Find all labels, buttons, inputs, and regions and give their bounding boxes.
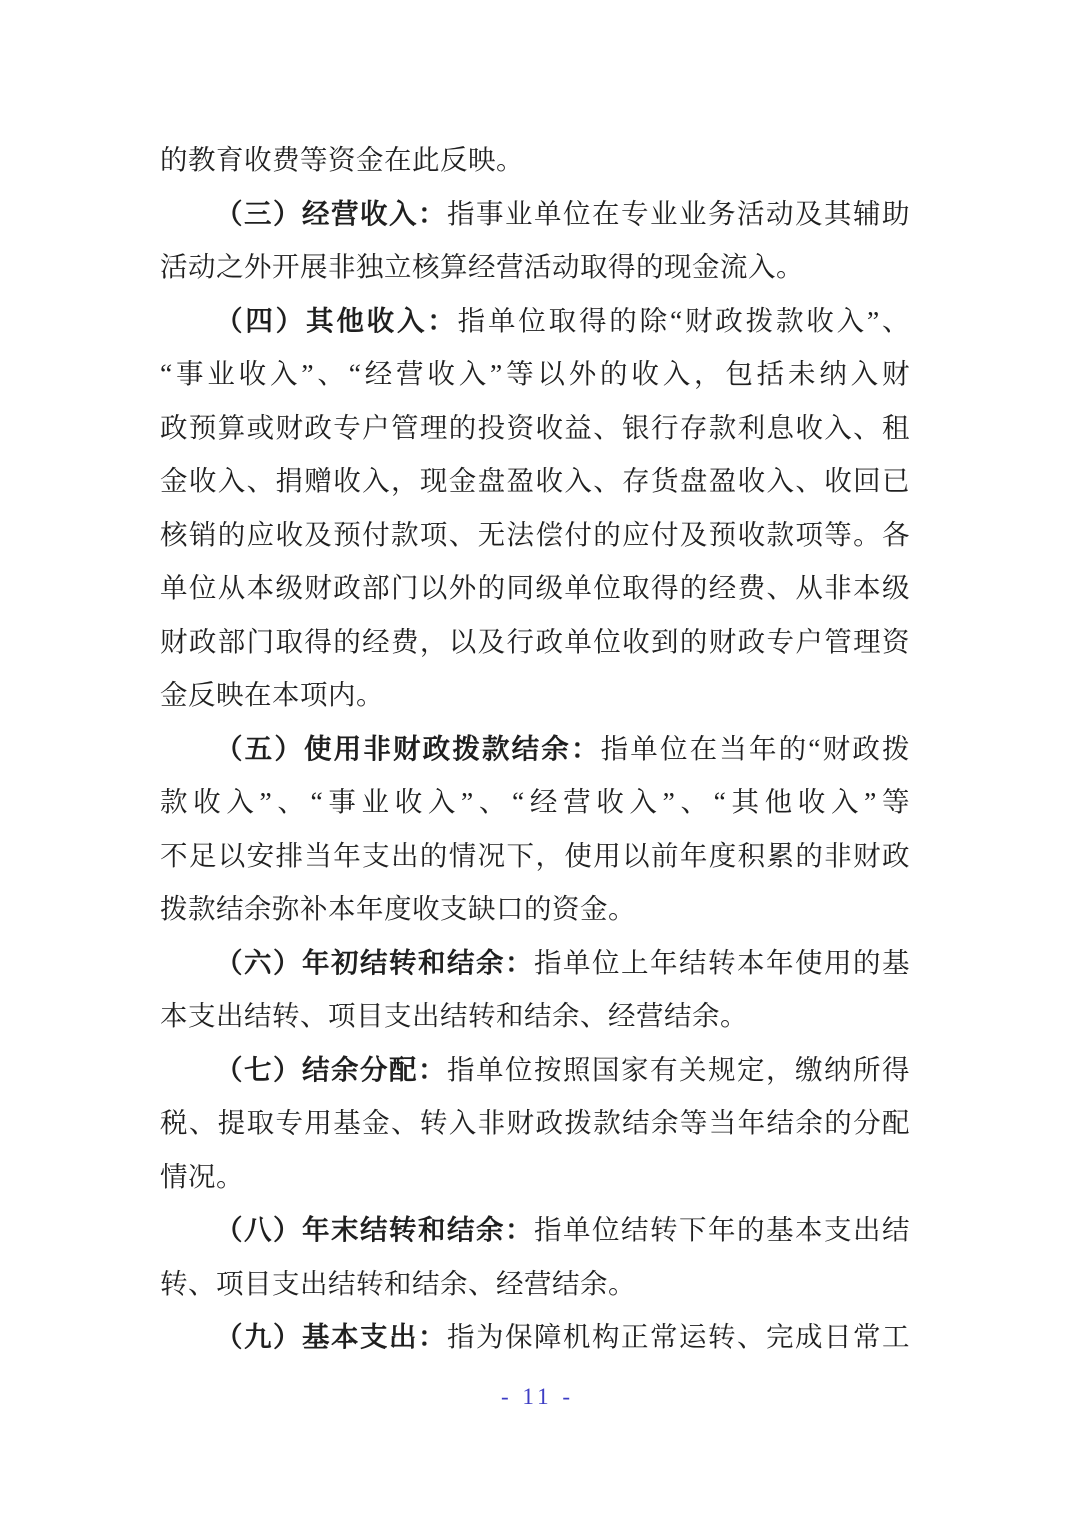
paragraph (160, 1203, 910, 1310)
text-line: 金反映在本项内。 (160, 679, 384, 710)
text-line: 转、项目支出结转和结余、经营结余。 (160, 1267, 636, 1299)
paragraph (160, 1310, 910, 1364)
text-line: （五）使用非财政拨款结余：指单位在当年的“财政拨 (215, 732, 910, 764)
text-line: 的教育收费等资金在此反映。 (160, 144, 524, 175)
text-line: 单位从本级财政部门以外的同级单位取得的经费、从非本级 (160, 572, 910, 603)
text-line: 情况。 (160, 1160, 244, 1192)
paragraph (160, 722, 910, 936)
text-line: 税、提取专用基金、转入非财政拨款结余等当年结余的分配 (160, 1107, 910, 1138)
text-line: “事业收入”、“经营收入”等以外的收入，包括未纳入财 (160, 358, 910, 389)
text-line: 活动之外开展非独立核算经营活动取得的现金流入。 (160, 251, 804, 282)
paragraph-head: （四）其他收入： (215, 304, 458, 336)
paragraph (160, 133, 910, 187)
text-line: 不足以安排当年支出的情况下，使用以前年度积累的非财政 (160, 839, 910, 871)
paragraph-head: （九）基本支出： (215, 1321, 447, 1352)
text-line: （三）经营收入：指事业单位在专业业务活动及其辅助 (215, 197, 910, 229)
paragraph (160, 1043, 910, 1204)
text-line: （九）基本支出：指为保障机构正常运转、完成日常工 (215, 1321, 910, 1352)
paragraph-head: （五）使用非财政拨款结余： (215, 732, 601, 764)
text-line: （六）年初结转和结余：指单位上年结转本年使用的基 (215, 946, 910, 978)
page-number: - 11 - (501, 1384, 574, 1409)
text-line: （八）年末结转和结余：指单位结转下年的基本支出结 (215, 1214, 910, 1245)
paragraph (160, 187, 910, 294)
text-line: 政预算或财政专户管理的投资收益、银行存款利息收入、租 (160, 411, 910, 443)
document-body (160, 133, 910, 1364)
paragraph (160, 294, 910, 722)
paragraph (160, 936, 910, 1043)
text-line: 本支出结转、项目支出结转和结余、经营结余。 (160, 1000, 748, 1031)
paragraph-head: （八）年末结转和结余： (215, 1214, 534, 1245)
text-line: 拨款结余弥补本年度收支缺口的资金。 (160, 893, 636, 924)
text-line: 款收入”、“事业收入”、“经营收入”、“其他收入”等 (160, 786, 910, 817)
text-line: （七）结余分配：指单位按照国家有关规定，缴纳所得 (215, 1053, 910, 1085)
text-line: 财政部门取得的经费，以及行政单位收到的财政专户管理资 (160, 625, 910, 657)
text-line: （四）其他收入：指单位取得的除“财政拨款收入”、 (215, 304, 910, 336)
paragraph-head: （六）年初结转和结余： (215, 946, 534, 978)
paragraph-head: （七）结余分配： (215, 1053, 447, 1085)
text-line: 金收入、捐赠收入，现金盘盈收入、存货盘盈收入、收回已 (160, 465, 910, 496)
text-line: 核销的应收及预付款项、无法偿付的应付及预收款项等。各 (160, 518, 910, 550)
paragraph-head: （三）经营收入： (215, 197, 447, 229)
